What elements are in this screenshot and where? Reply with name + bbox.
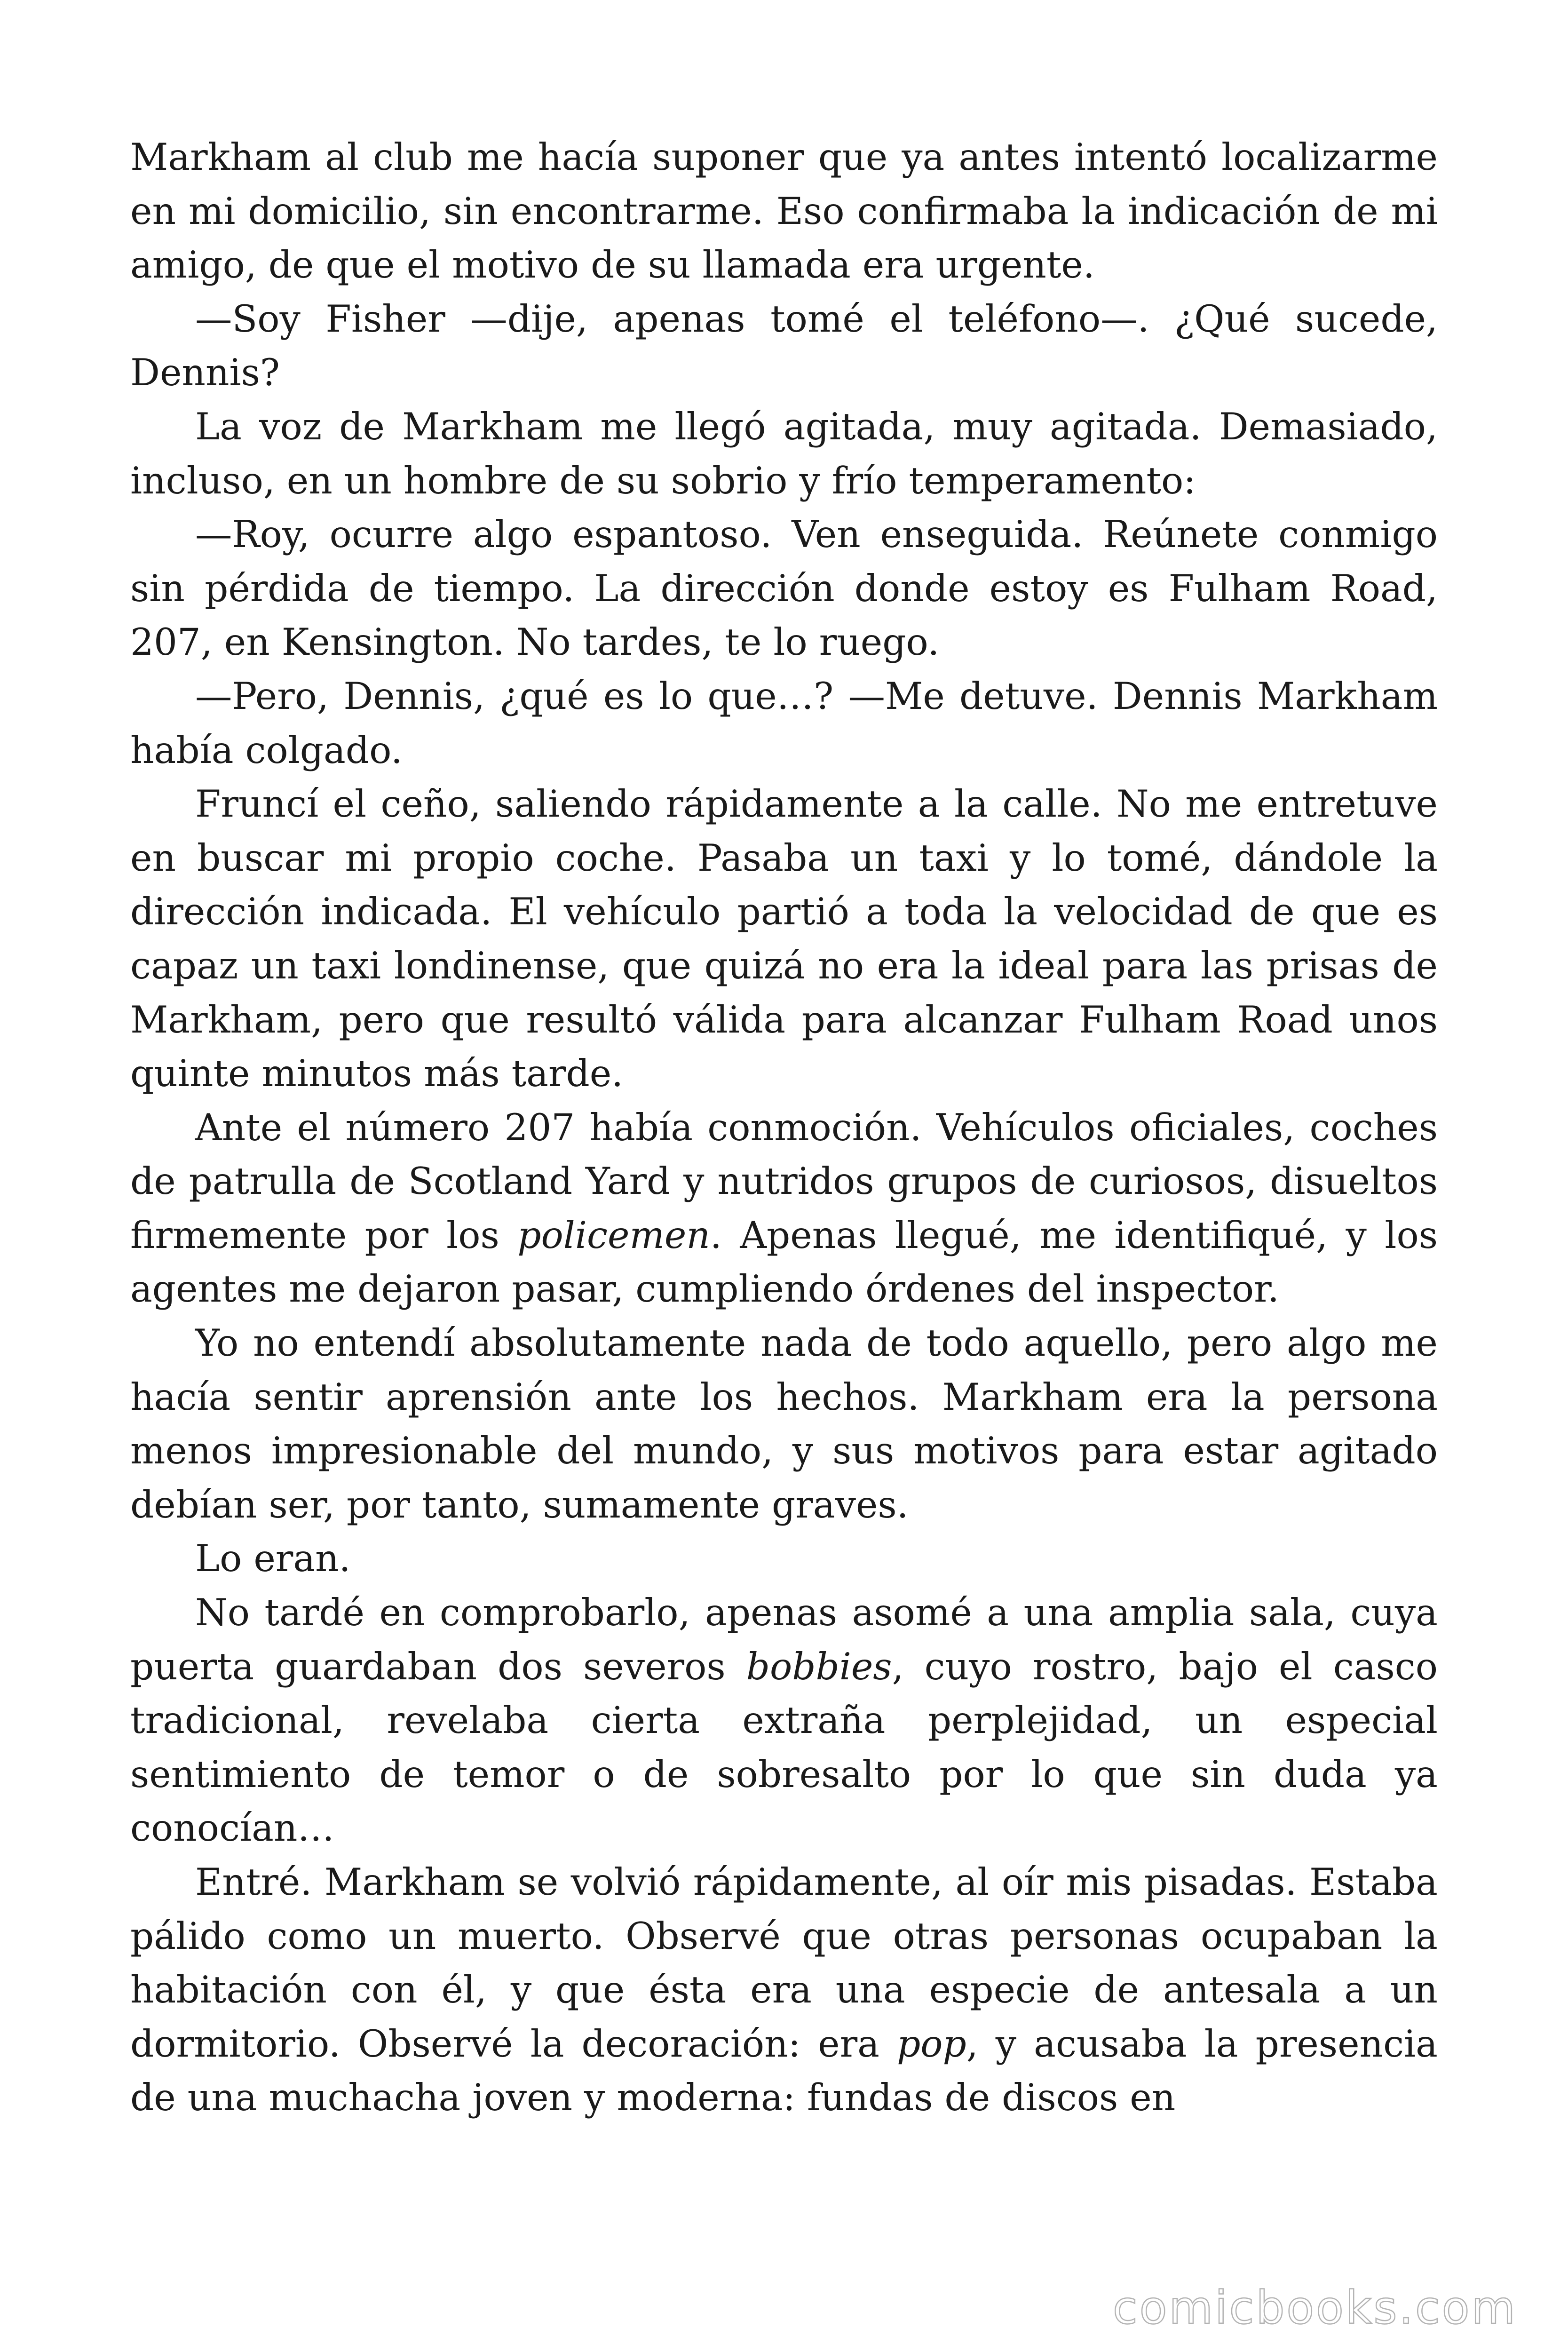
watermark: comicbooks.com: [1112, 2281, 1517, 2334]
paragraph: [130, 1532, 1438, 1586]
paragraph: [130, 130, 1438, 292]
text-run: Fruncí el ceño, saliendo rápidamente a la calle. No me entretuve en buscar mi propio coche. Pasaba un taxi y lo tomé, dándole la dirección indicada. El vehículo partió a toda la velocidad de que es capaz un taxi londinense, que quizá no era la ideal para las prisas de Markham, pero que resultó válida para alcanzar Fulham Road unos quinte minutos más tarde.: [130, 782, 1438, 1096]
text-run: —Roy, ocurre algo espantoso. Ven enseguida. Reúnete conmigo sin pérdida de tiempo. La dirección donde estoy es Fulham Road, 207, en Kensington. No tardes, te lo ruego.: [130, 513, 1438, 664]
paragraph: [130, 508, 1438, 669]
text-run: Entré. Markham se volvió rápidamente, al oír mis pisadas. Estaba pálido como un muerto. Observé que otras personas ocupaban la habitación con él, y que ésta era una especie de antesala a un dormitorio. Observé la decoración: era: [130, 1860, 1438, 2066]
italic-term: bobbies: [746, 1645, 892, 1688]
text-run: La voz de Markham me llegó agitada, muy agitada. Demasiado, incluso, en un hombre de su sobrio y frío temperamento:: [130, 405, 1438, 502]
text-run: Markham al club me hacía suponer que ya antes intentó localizarme en mi domicilio, sin encontrarme. Eso confirmaba la indicación de mi amigo, de que el motivo de su llamada era urgente.: [130, 135, 1438, 287]
paragraph: [130, 1101, 1438, 1316]
text-run: Yo no entendí absolutamente nada de todo aquello, pero algo me hacía sentir aprensión ante los hechos. Markham era la persona menos impresionable del mundo, y sus motivos para estar agitado debían ser, por tanto, sumamente graves.: [130, 1321, 1438, 1526]
paragraph: [130, 777, 1438, 1101]
body-text: [130, 130, 1438, 2125]
italic-term: pop: [897, 2022, 966, 2066]
italic-term: policemen: [517, 1213, 710, 1257]
text-run: , cuyo rostro, bajo el casco tradicional, revelaba cierta extraña perplejidad, un especial sentimiento de temor o de sobresalto por lo que sin duda ya conocían…: [130, 1645, 1438, 1850]
text-run: . Apenas llegué, me identifiqué, y los agentes me dejaron pasar, cumpliendo órdenes del inspector.: [130, 1213, 1438, 1311]
paragraph: [130, 1316, 1438, 1532]
text-run: No tardé en comprobarlo, apenas asomé a una amplia sala, cuya puerta guardaban dos severos: [130, 1591, 1438, 1688]
text-run: Ante el número 207 había conmoción. Vehículos oficiales, coches de patrulla de Scotland Yard y nutridos grupos de curiosos, disueltos firmemente por los: [130, 1105, 1438, 1257]
text-run: —Soy Fisher —dije, apenas tomé el teléfono—. ¿Qué sucede, Dennis?: [130, 297, 1438, 395]
text-run: —Pero, Dennis, ¿qué es lo que…? —Me detuve. Dennis Markham había colgado.: [130, 674, 1438, 772]
text-run: , y acusaba la presencia de una muchacha joven y moderna: fundas de discos en: [130, 2022, 1438, 2120]
paragraph: [130, 1586, 1438, 1855]
paragraph: [130, 400, 1438, 508]
paragraph: [130, 292, 1438, 400]
text-run: Lo eran.: [195, 1537, 351, 1581]
paragraph: [130, 669, 1438, 777]
paragraph: [130, 1855, 1438, 2125]
